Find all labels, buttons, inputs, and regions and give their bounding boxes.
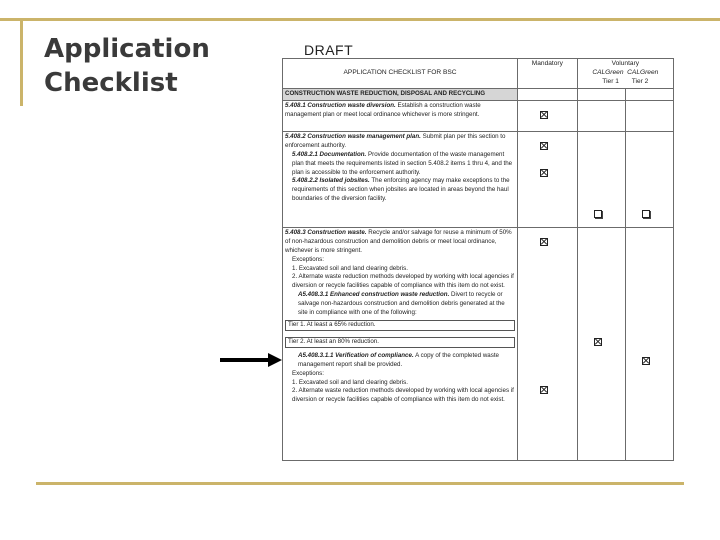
mandatory-checkbox-checked: [540, 169, 548, 177]
tier1-checkbox-checked: [594, 338, 602, 346]
table-row: [283, 131, 674, 227]
section-title: CONSTRUCTION WASTE REDUCTION, DISPOSAL AND RECYCLING: [283, 89, 518, 101]
tier2-checkbox-checked: [642, 357, 650, 365]
item-5408-3: 5.408.3 Construction waste. Recycle and/or salvage for reuse a minimum of 50% of non-hazardous construction and demolition debris or meet local ordinance, whichever is more stringent. Exceptions: 1. Excavated soil and land clearing debris. 2. Alternate waste reduction methods developed by working with local agencies if diversion or recycle facilities capable of compliance with this item do not exist. A5.408.3.1 Enhanced construction waste reduction. Divert to recycle or salvage non-hazardous construction and demolition debris generated at the site in compliance with one of the following: Tier 1. At least a 65% reduction. Tier 2. At least an 80% reduction. A5.408.3.1.1 Verification of compliance. A copy of the completed waste management report shall be provided. Exceptions: 1. Excavated soil and land clearing debris. 2. Alternate waste reduction methods developed by working with local agencies if diversion or recycle facilities capable of compliance with this item do not exist.: [283, 227, 518, 460]
mandatory-checkbox-checked: [540, 142, 548, 150]
section-row: [283, 89, 674, 101]
title-accent-bar: [20, 18, 23, 106]
table-row: [283, 227, 674, 460]
checklist-table: [282, 58, 674, 461]
draft-stamp: DRAFT: [304, 42, 354, 58]
item-5408-2: 5.408.2 Construction waste management plan. Submit plan per this section to enforcement authority. 5.408.2.1 Documentation. Provide documentation of the waste management plan that meets the requirements listed in section 5.408.2 items 1 thru 4, and the plan is accessible to the enforcement authority. 5.408.2.2 Isolated jobsites. The enforcing agency may make exceptions to the requirements of this section when jobsites are located in areas beyond the haul boundaries of the diversion facility.: [283, 131, 518, 227]
item-5408-1: 5.408.1 Construction waste diversion. Establish a construction waste management plan or meet local ordinance whichever is more stringent.: [283, 100, 518, 131]
top-rule: [0, 18, 720, 21]
slide-title: [44, 32, 244, 100]
tier1-option: Tier 1. At least a 65% reduction.: [285, 320, 515, 331]
table-header-row: [283, 59, 674, 89]
checklist-document: [280, 38, 676, 474]
mandatory-checkbox-checked: [540, 386, 548, 394]
pointer-arrow-icon: [220, 352, 282, 368]
header-title: APPLICATION CHECKLIST FOR BSC: [283, 59, 518, 89]
slide-title-line-2: Checklist: [44, 68, 178, 98]
table-row: [283, 100, 674, 131]
tier2-option: Tier 2. At least an 80% reduction.: [285, 337, 515, 348]
mandatory-checkbox-checked: [540, 238, 548, 246]
slide-title-line-1: Application: [44, 34, 210, 64]
tier1-checkbox-empty: [594, 210, 602, 218]
mandatory-checkbox-checked: [540, 111, 548, 119]
header-mandatory: Mandatory: [518, 59, 578, 89]
header-voluntary: Voluntary CALGreen CALGreen Tier 1 Tier 2: [577, 59, 673, 89]
bottom-rule: [36, 482, 684, 485]
tier2-checkbox-empty: [642, 210, 650, 218]
